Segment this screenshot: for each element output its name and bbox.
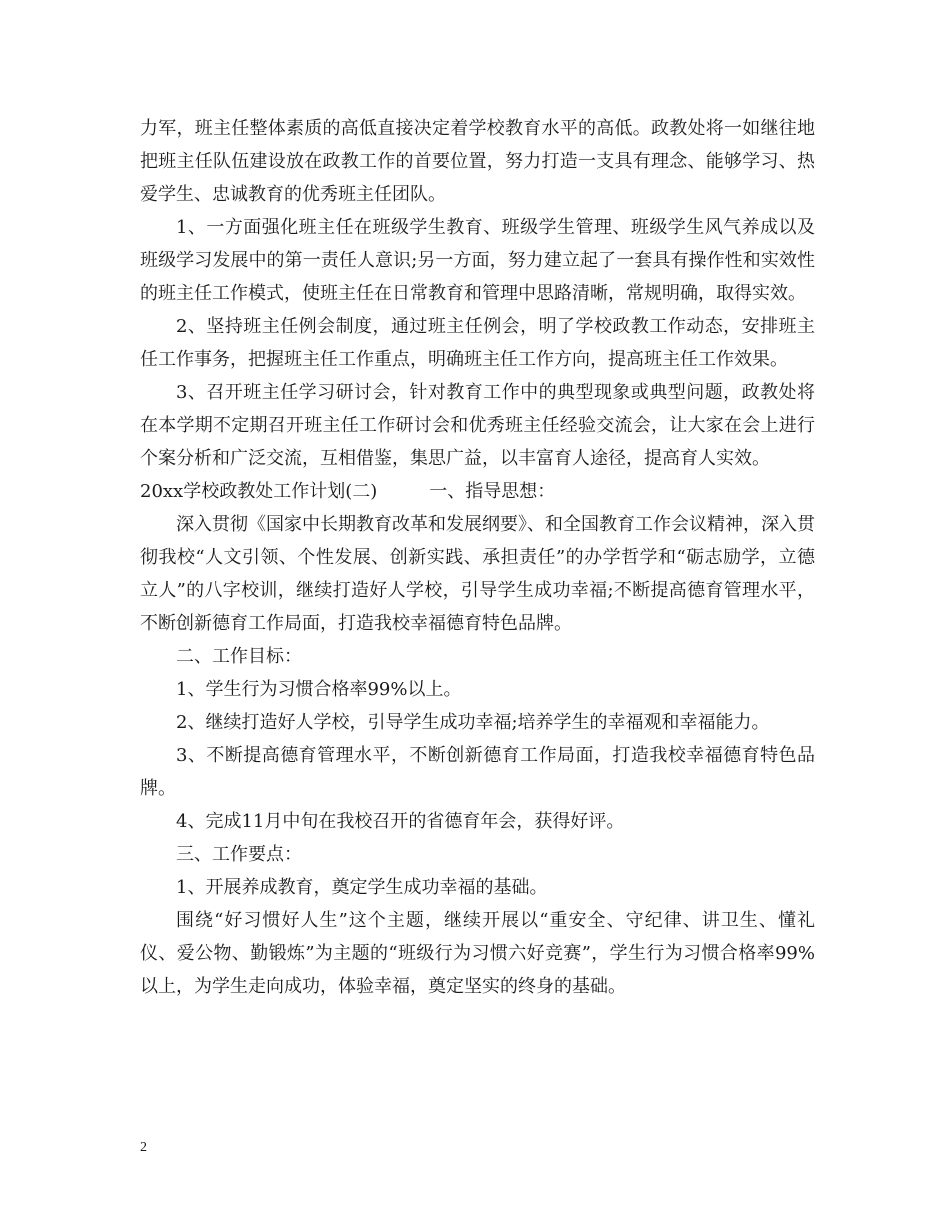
page-number: 2 [140,1140,147,1155]
goal-item-3: 3、不断提高德育管理水平，不断创新德育工作局面，打造我校幸福德育特色品牌。 [140,745,815,799]
paragraph-item-1: 1、一方面强化班主任在班级学生教育、班级学生管理、班级学生风气养成以及班级学习发展中的第一责任人意识;另一方面，努力建立起了一套具有操作性和实效性的班主任工作模式，使班主任在日常教育和管理中思路清晰，常规明确，取得实效。 [140,217,815,304]
section-heading-guiding-ideology: 一、指导思想： [429,481,556,502]
goal-item-4: 4、完成11月中旬在我校召开的省德育年会，获得好评。 [176,811,625,832]
paragraph-guiding-ideology: 深入贯彻《国家中长期教育改革和发展纲要》、和全国教育工作会议精神，深入贯彻我校“人文引领、个性发展、创新实践、承担责任”的办学哲学和“砺志励学，立德立人”的八字校训，继续打造好人学校，引导学生成功幸福;不断提高德育管理水平，不断创新德育工作局面，打造我校幸福德育特色品牌。 [140,514,815,634]
paragraph-intro: 力军，班主任整体素质的高低直接决定着学校教育水平的高低。政教处将一如继往地把班主任队伍建设放在政教工作的首要位置，努力打造一支具有理念、能够学习、热爱学生、忠诚教育的优秀班主任团队。 [140,118,815,205]
goal-item-2: 2、继续打造好人学校，引导学生成功幸福;培养学生的幸福观和幸福能力。 [176,712,770,733]
document-title: 20xx学校政教处工作计划(二) [140,481,378,502]
goal-item-1: 1、学生行为习惯合格率99%以上。 [176,679,462,700]
section-heading-work-goals: 二、工作目标： [176,646,302,667]
section-heading-work-points: 三、工作要点： [176,844,302,865]
work-point-1: 1、开展养成教育，奠定学生成功幸福的基础。 [176,877,548,898]
heading-line [140,475,815,508]
paragraph-habit-education: 围绕“好习惯好人生”这个主题，继续开展以“重安全、守纪律、讲卫生、懂礼仪、爱公物、勤锻炼”为主题的“班级行为习惯六好竞赛”，学生行为习惯合格率99%以上，为学生走向成功，体验幸福，奠定坚实的终身的基础。 [140,910,815,997]
paragraph-item-2: 2、坚持班主任例会制度，通过班主任例会，明了学校政教工作动态，安排班主任工作事务，把握班主任工作重点，明确班主任工作方向，提高班主任工作效果。 [140,316,815,370]
paragraph-item-3: 3、召开班主任学习研讨会，针对教育工作中的典型现象或典型问题，政教处将在本学期不定期召开班主任工作研讨会和优秀班主任经验交流会，让大家在会上进行个案分析和广泛交流，互相借鉴，集思广益，以丰富育人途径，提高育人实效。 [140,382,815,469]
document-body [140,112,815,1003]
